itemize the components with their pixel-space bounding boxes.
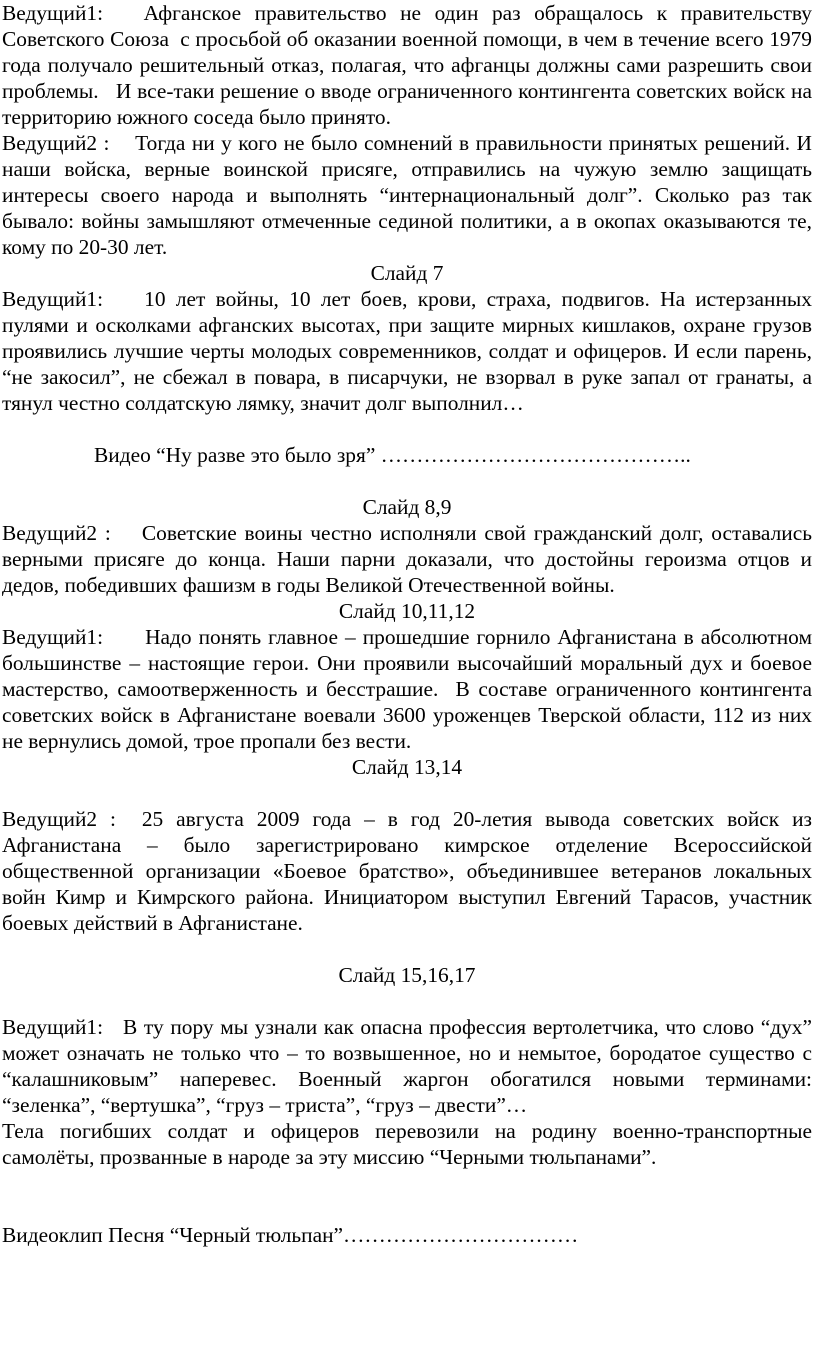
video-line-1: Видео “Ну разве это было зря” …………………………………….. — [94, 443, 691, 467]
slide-heading-10-12: Слайд 10,11,12 — [338, 599, 476, 623]
paragraph-host2-brotherhood: Ведущий2 : 25 августа 2009 года – в год 20-летия вывода советских войск из Афганистана – было зарегистрировано кимрское отделение Всероссийской общественной организации «Боевое братство», объединившее ветеранов локальных войн Кимр и Кимрского района. Инициатором выступил Евгений Тарасов, участник боевых действий в Афганистане. — [2, 807, 812, 935]
spacer — [2, 1170, 812, 1222]
slide-heading-15-17: Слайд 15,16,17 — [338, 963, 476, 987]
videoclip-line: Видеоклип Песня “Черный тюльпан”…………………………… — [2, 1223, 579, 1247]
slide-heading-13-14: Слайд 13,14 — [351, 755, 463, 779]
paragraph-host1-helicopter: Ведущий1: В ту пору мы узнали как опасна профессия вертолетчика, что слово “дух” может означать не только что – то возвышенное, но и немытое, бородатое существо с “калашниковым” наперевес. Военный жаргон обогатился новыми терминами: “зеленка”, “вертушка”, “груз – триста”, “груз – двести”… — [2, 1015, 812, 1117]
spacer — [2, 988, 812, 1014]
paragraph-host1-heroes: Ведущий1: Надо понять главное – прошедшие горнило Афганистана в абсолютном большинстве – настоящие герои. Они проявили высочайший моральный дух и боевое мастерство, самоотверженность и бесстрашие. В составе ограниченного контингента советских войск в Афганистане воевали 3600 уроженцев Тверской области, 112 из них не вернулись домой, трое пропали без вести. — [2, 625, 812, 753]
spacer — [2, 780, 812, 806]
paragraph-host1-ten-years: Ведущий1: 10 лет войны, 10 лет боев, крови, страха, подвигов. На истерзанных пулями и осколками афганских высотах, при защите мирных кишлаков, охране грузов проявились лучшие черты молодых современников, солдат и офицеров. И если парень, “не закосил”, не сбежал в повара, в писарчуки, не взорвал в руке запал от гранаты, а тянул честно солдатскую лямку, значит долг выполнил… — [2, 287, 812, 415]
spacer — [2, 936, 812, 962]
paragraph-host2-soldiers: Ведущий2 : Советские воины честно исполняли свой гражданский долг, оставались верными присяге до конца. Наши парни доказали, что достойны героизма отцов и дедов, победивших фашизм в годы Великой Отечественной войны. — [2, 521, 812, 597]
paragraph-host1-intro: Ведущий1: Афганское правительство не один раз обращалось к правительству Советского Союза с просьбой об оказании военной помощи, в чем в течение всего 1979 года получало решительный отказ, полагая, что афганцы должны сами разрешить свои проблемы. И все-таки решение о вводе ограниченного контингента советских войск на территорию южного соседа было принято. — [2, 1, 812, 129]
paragraph-black-tulips: Тела погибших солдат и офицеров перевозили на родину военно-транспортные самолёты, прозванные в народе за эту миссию “Черными тюльпанами”. — [2, 1119, 812, 1169]
spacer — [2, 468, 812, 494]
spacer — [2, 416, 812, 442]
paragraph-host2-decision: Ведущий2 : Тогда ни у кого не было сомнений в правильности принятых решений. И наши войска, верные воинской присяге, отправились на чужую землю защищать интересы своего народа и выполнять “интернациональный долг”. Сколько раз так бывало: войны замышляют отмеченные сединой политики, а в окопах оказываются те, кому по 20-30 лет. — [2, 131, 812, 259]
slide-heading-8-9: Слайд 8,9 — [362, 495, 452, 519]
slide-heading-7: Слайд 7 — [370, 261, 444, 285]
